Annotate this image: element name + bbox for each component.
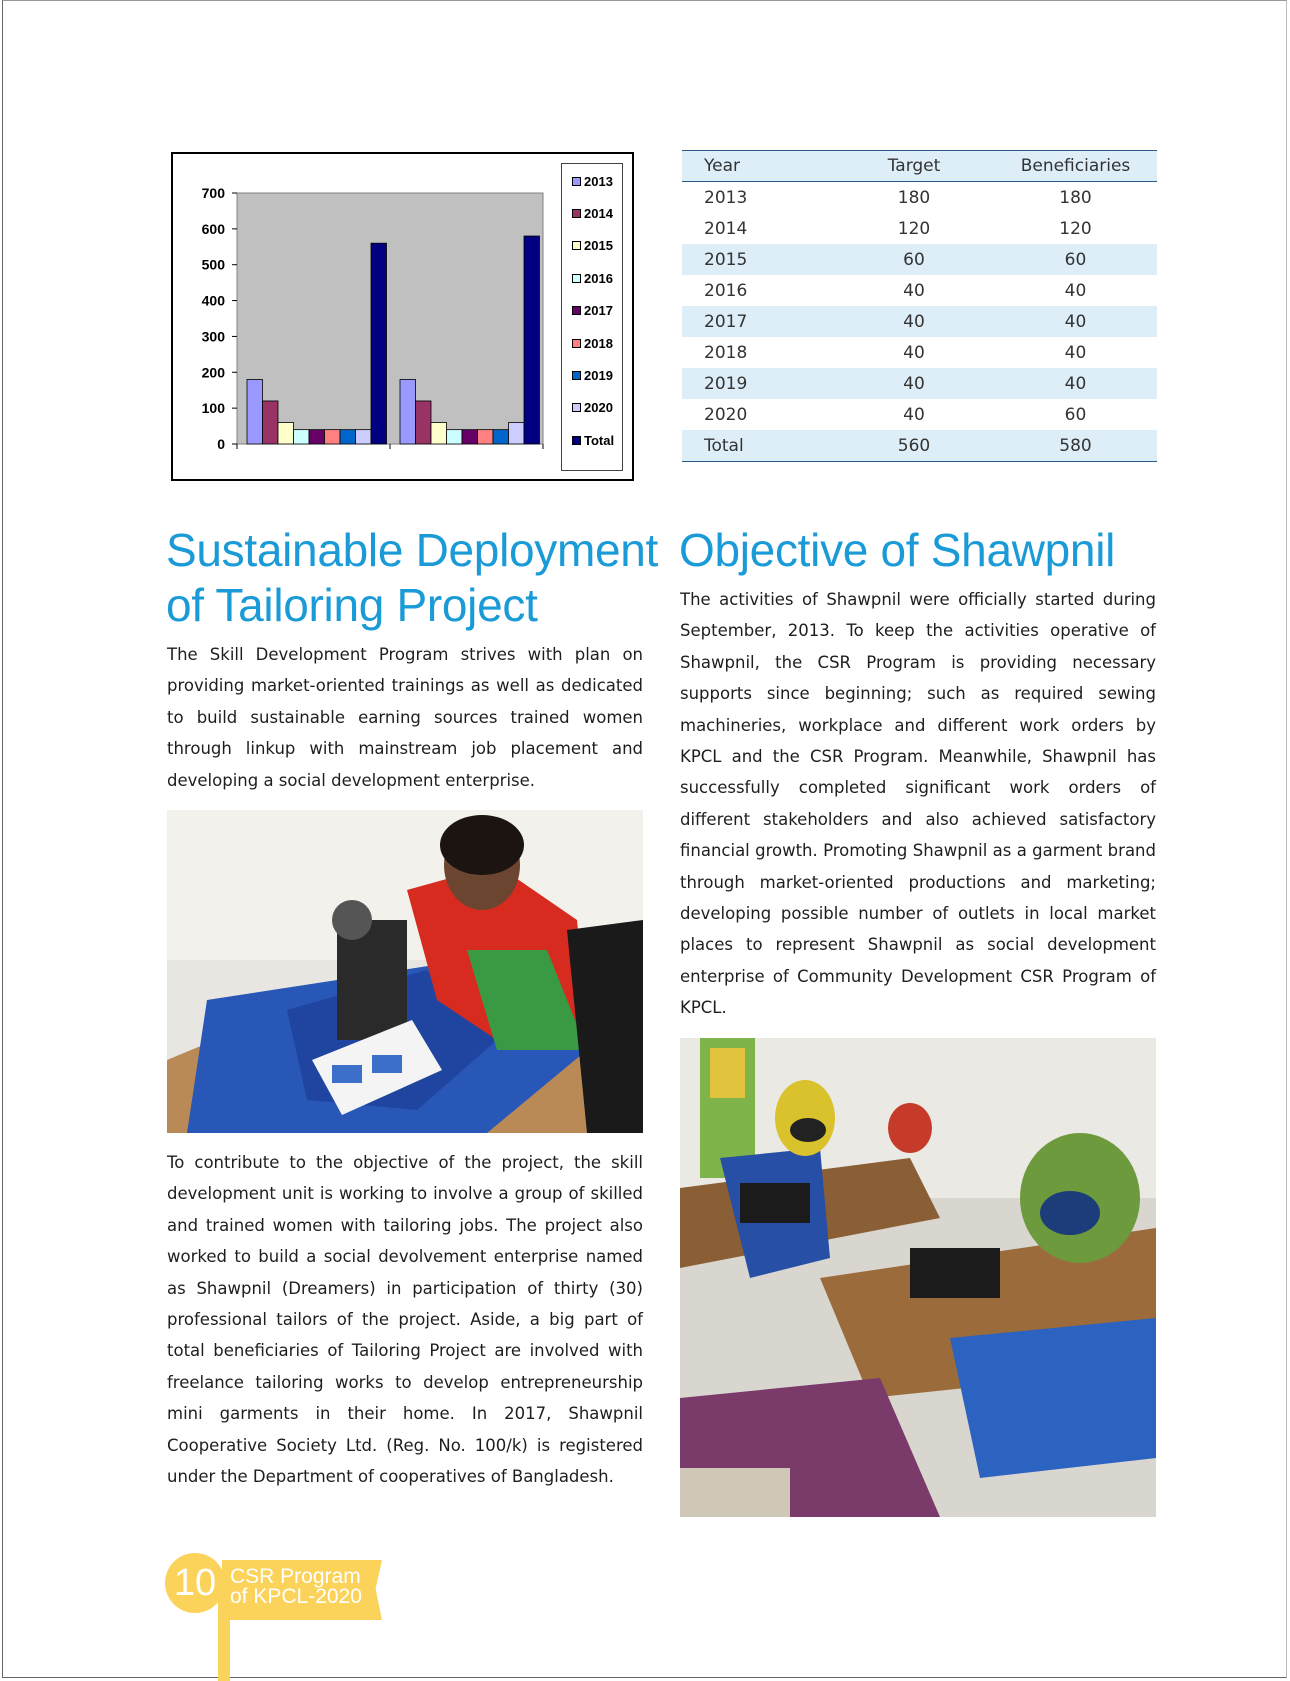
table-row: [682, 399, 1157, 430]
bar-2013-target: [247, 379, 263, 444]
bar-2020-target: [356, 430, 372, 444]
cell-beneficiaries: 120: [994, 213, 1157, 244]
y-tick-label: 200: [201, 364, 225, 381]
page-number: 10: [165, 1553, 225, 1613]
y-tick-label: 400: [201, 292, 225, 309]
bar-2018-target: [325, 430, 341, 444]
cell-beneficiaries: 40: [994, 275, 1157, 306]
cell-year: 2018: [682, 337, 834, 368]
legend-swatch: [572, 274, 581, 283]
cell-year: 2014: [682, 213, 834, 244]
sewing-workshop-photo: [680, 1038, 1156, 1517]
right-heading: Objective of Shawpnil: [679, 524, 1116, 576]
right-paragraph-1: The activities of Shawpnil were officially started during September, 2013. To keep the activities operative of Shawpnil, the CSR Program is providing necessary supports since beginning; such as required sewing machineries, workplace and different work orders by KPCL and the CSR Program. Meanwhile, Shawpnil has successfully completed significant work orders of different stakeholders and also achieved satisfactory financial growth. Promoting Shawpnil as a garment brand through market-oriented productions and marketing; developing possible number of outlets in local market places to represent Shawpnil as social development enterprise of Community Development CSR Program of KPCL.: [680, 590, 1156, 1018]
legend-swatch: [572, 339, 581, 348]
bar-total-beneficiaries: [524, 236, 540, 444]
legend-item-2014: [572, 205, 613, 221]
cell-target: 40: [834, 306, 994, 337]
cell-target: 560: [834, 430, 994, 462]
bar-2017-target: [309, 430, 325, 444]
bar-2015-beneficiaries: [431, 422, 447, 444]
bar-2020-beneficiaries: [509, 422, 525, 444]
cell-target: 40: [834, 368, 994, 399]
y-tick-label: 700: [201, 185, 225, 201]
bar-2019-beneficiaries: [493, 430, 509, 444]
bar-2018-beneficiaries: [478, 430, 494, 444]
cell-beneficiaries: 40: [994, 368, 1157, 399]
table-row: [682, 182, 1157, 214]
bar-2013-beneficiaries: [400, 379, 416, 444]
y-tick-label: 100: [201, 400, 225, 417]
legend-label: 2014: [584, 205, 613, 221]
tailoring-trainee-photo: [167, 810, 643, 1133]
legend-item-2020: [572, 400, 613, 416]
table-row: [682, 337, 1157, 368]
bar-2015-target: [278, 422, 294, 444]
bar-2014-beneficiaries: [416, 401, 432, 444]
legend-label: 2016: [584, 270, 613, 286]
table-header-row: [682, 151, 1157, 182]
legend-swatch: [572, 209, 581, 218]
legend-swatch: [572, 436, 581, 445]
cell-year: 2020: [682, 399, 834, 430]
cell-year: 2016: [682, 275, 834, 306]
chart-legend: [561, 163, 623, 471]
y-tick-label: 500: [201, 256, 225, 273]
legend-item-2015: [572, 238, 613, 254]
cell-beneficiaries: 60: [994, 244, 1157, 275]
cell-beneficiaries: 580: [994, 430, 1157, 462]
cell-year: 2017: [682, 306, 834, 337]
footer-title-line2: of KPCL-2020: [230, 1585, 362, 1608]
cell-target: 40: [834, 275, 994, 306]
legend-label: 2015: [584, 238, 613, 254]
y-tick-label: 600: [201, 220, 225, 237]
left-heading-line2: of Tailoring Project: [166, 579, 538, 631]
cell-beneficiaries: 40: [994, 337, 1157, 368]
cell-year: 2019: [682, 368, 834, 399]
bar-chart: [171, 152, 634, 481]
bar-2017-beneficiaries: [462, 430, 478, 444]
y-tick-label: 0: [217, 436, 225, 452]
cell-target: 40: [834, 399, 994, 430]
plot-area: [237, 193, 543, 444]
cell-target: 60: [834, 244, 994, 275]
header-target: Target: [834, 151, 994, 182]
legend-item-2013: [572, 173, 613, 189]
legend-swatch: [572, 403, 581, 412]
legend-swatch: [572, 241, 581, 250]
legend-label: 2020: [584, 400, 613, 416]
legend-item-2018: [572, 335, 613, 351]
cell-year: 2015: [682, 244, 834, 275]
header-beneficiaries: Beneficiaries: [994, 151, 1157, 182]
left-heading-line1: Sustainable Deployment: [166, 524, 659, 576]
cell-beneficiaries: 60: [994, 399, 1157, 430]
bar-2019-target: [340, 430, 356, 444]
legend-label: 2017: [584, 303, 613, 319]
bar-2016-target: [294, 430, 310, 444]
beneficiaries-table: [682, 150, 1157, 462]
table-row: [682, 275, 1157, 306]
legend-item-total: [572, 432, 614, 448]
table-row: [682, 306, 1157, 337]
table-row: [682, 368, 1157, 399]
cell-year: 2013: [682, 182, 834, 214]
left-paragraph-1: The Skill Development Program strives with plan on providing market-oriented trainings as well as dedicated to build sustainable earning sources trained women through linkup with mainstream job placement and developing a social development enterprise.: [167, 645, 643, 790]
bar-total-target: [371, 243, 387, 444]
footer-title-line1: CSR Program: [230, 1565, 361, 1588]
legend-swatch: [572, 177, 581, 186]
cell-beneficiaries: 180: [994, 182, 1157, 214]
table-row: [682, 213, 1157, 244]
table-row-total: [682, 430, 1157, 462]
legend-swatch: [572, 371, 581, 380]
legend-label: Total: [584, 432, 615, 448]
legend-item-2019: [572, 367, 613, 383]
bar-2014-target: [263, 401, 279, 444]
legend-swatch: [572, 306, 581, 315]
legend-item-2017: [572, 303, 613, 319]
legend-label: 2013: [584, 173, 613, 189]
cell-target: 120: [834, 213, 994, 244]
legend-label: 2019: [584, 367, 613, 383]
bar-2016-beneficiaries: [447, 430, 463, 444]
left-paragraph-2: To contribute to the objective of the project, the skill development unit is working to involve a group of skilled and trained women with tailoring jobs. The project also worked to build a social devolvement enterprise named as Shawpnil (Dreamers) in participation of thirty (30) professional tailors of the project. Aside, a big part of total beneficiaries of Tailoring Project are involved with freelance tailoring works to develop entrepreneurship mini garments in their home. In 2017, Shawpnil Cooperative Society Ltd. (Reg. No. 100/k) is registered under the Department of cooperatives of Bangladesh.: [167, 1153, 643, 1487]
legend-item-2016: [572, 270, 613, 286]
header-year: Year: [682, 151, 834, 182]
legend-label: 2018: [584, 335, 613, 351]
cell-beneficiaries: 40: [994, 306, 1157, 337]
y-tick-label: 300: [201, 328, 225, 345]
table-row: [682, 244, 1157, 275]
cell-target: 40: [834, 337, 994, 368]
cell-year: Total: [682, 430, 834, 462]
cell-target: 180: [834, 182, 994, 214]
